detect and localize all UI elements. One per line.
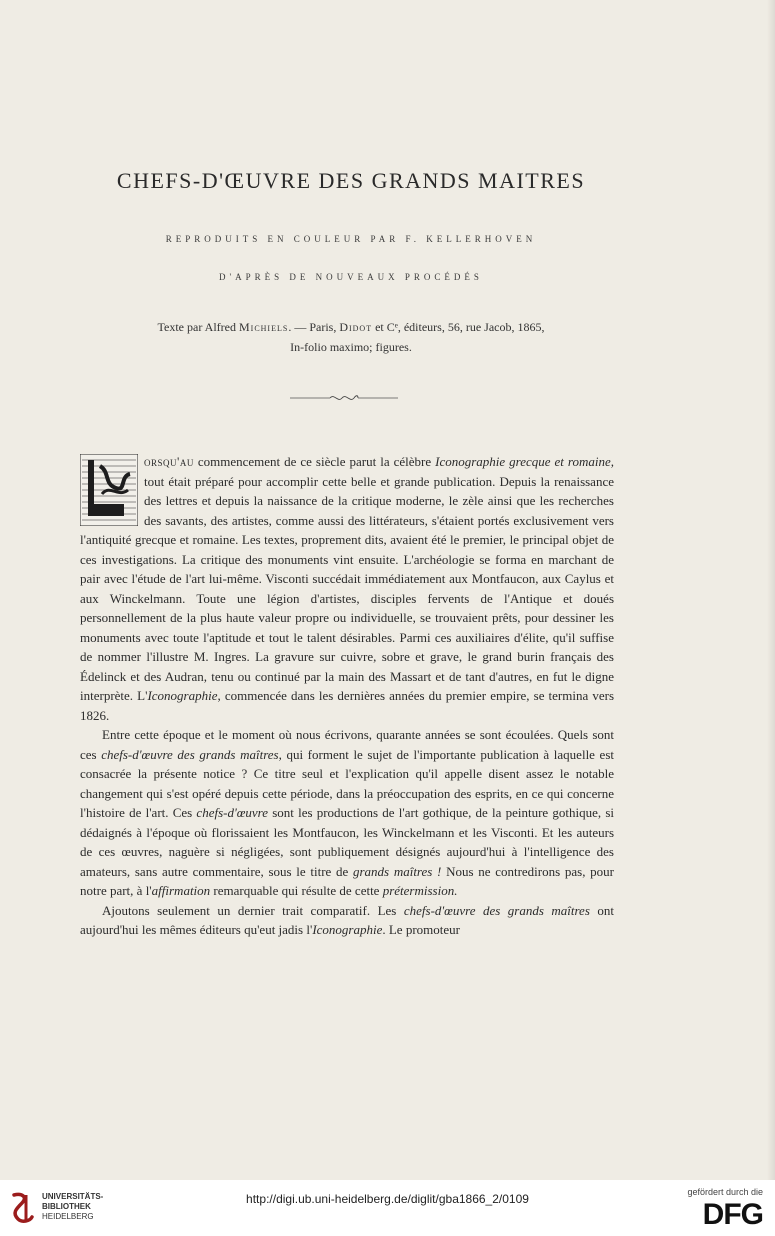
funded-by-label: gefördert durch die <box>687 1187 763 1197</box>
bibliographic-line <box>0 320 702 335</box>
meta-rest: et Cᵉ, éditeurs, 56, rue Jacob, 1865, <box>375 320 545 334</box>
format-line: In-folio maximo; figures. <box>290 340 412 354</box>
subtitle-reproduction: REPRODUITS EN COULEUR PAR F. KELLERHOVEN <box>165 234 537 244</box>
meta-author: Michiels <box>238 320 289 334</box>
page-title: CHEFS-D'ŒUVRE DES GRANDS MAITRES <box>116 168 586 193</box>
paragraph-3: Ajoutons seulement un dernier trait comparatif. Les chefs-d'œuvre des grands maîtres ont aujourd'hui les mêmes éditeurs qu'eut jadis l'Iconographie. Le promoteur <box>80 902 614 937</box>
paragraph-2: Entre cette époque et le moment où nous écrivons, quarante années se sont écoulées. Quels sont ces chefs-d'œuvre des grands maîtres, qui forment le sujet de l'importante publication à laquelle est consacrée la présente notice ? Ce titre seul et l'explication qu'il appelle disent assez le notable changement qui s'est opéré depuis cette période, dans la préoccupation des esprits, en ce qui concerne l'histoire de l'art. Ces chefs-d'œuvre sont les productions de l'art gothique, de la peinture gothique, si dédaignés à l'époque où florissaient les Montfaucon, les Winckelmann et les Visconti. Et les auteurs de ces œuvres, naguère si négligées, sont publiquement désignés aujourd'hui à l'intelligence des amateurs, sans autre commentaire, sous le titre de grands maîtres ! Nous ne contredirons pas, pour notre part, à l'affirmation remarquable qui résulte de cette prétermission. <box>80 727 615 898</box>
meta-publisher: Didot <box>339 320 373 334</box>
viewer-footer <box>0 1180 775 1236</box>
meta-prefix: Texte par Alfred <box>157 320 236 334</box>
permalink-url[interactable]: http://digi.ub.uni-heidelberg.de/diglit/gba1866_2/0109 <box>246 1192 529 1206</box>
dfg-logo[interactable]: DFG <box>702 1198 763 1231</box>
decorative-initial-l-icon <box>80 454 138 526</box>
university-library-name[interactable]: UNIVERSITÄTS- BIBLIOTHEK HEIDELBERG <box>42 1192 104 1221</box>
article-body <box>80 452 614 940</box>
subtitle-process: D'APRÈS DE NOUVEAUX PROCÉDÉS <box>219 272 483 282</box>
paragraph-1-lead: orsqu'au <box>144 454 194 469</box>
paragraph-1: orsqu'au commencement de ce siècle parut la célèbre Iconographie grecque et romaine, tout était préparé pour accomplir cette belle et grande publication. Depuis la renaissance des lettres et depuis la naissance de la critique moderne, le zèle ainsi que les recherches des savants, des artistes, comme aussi des littérateurs, s'étaient portés exclusivement vers l'antiquité grecque et romaine. Les textes, proprement dits, avaient été le premier, le principal objet de ces investigations. La critique des monuments vint ensuite. L'archéologie se forma en marchant de pair avec l'étude de l'art lui-même. Visconti succédait immédiatement aux Montfaucon, aux Caylus et aux Winckelmann. Toute une légion d'artistes, disciples fervents de l'Antique et doués personnellement de la plus haute valeur propre ou individuelle, se trouvaient prêts, pour dessiner les monuments avec toute l'aptitude et tout le talent désirables. Parmi ces auxiliaires d'élite, qu'il suffise de nommer l'illustre M. Ingres. La gravure sur cuivre, sobre et grave, le grand burin français des Édelinck et des Audran, tenu ou continué par la main des Massart et de tant d'autres, en fut le digne interprète. L'Iconographie, commencée dans les dernières années du premier empire, se termina vers 1826. <box>80 454 615 723</box>
ornament-divider-icon <box>290 392 398 404</box>
meta-mid: . — Paris, <box>288 320 337 334</box>
